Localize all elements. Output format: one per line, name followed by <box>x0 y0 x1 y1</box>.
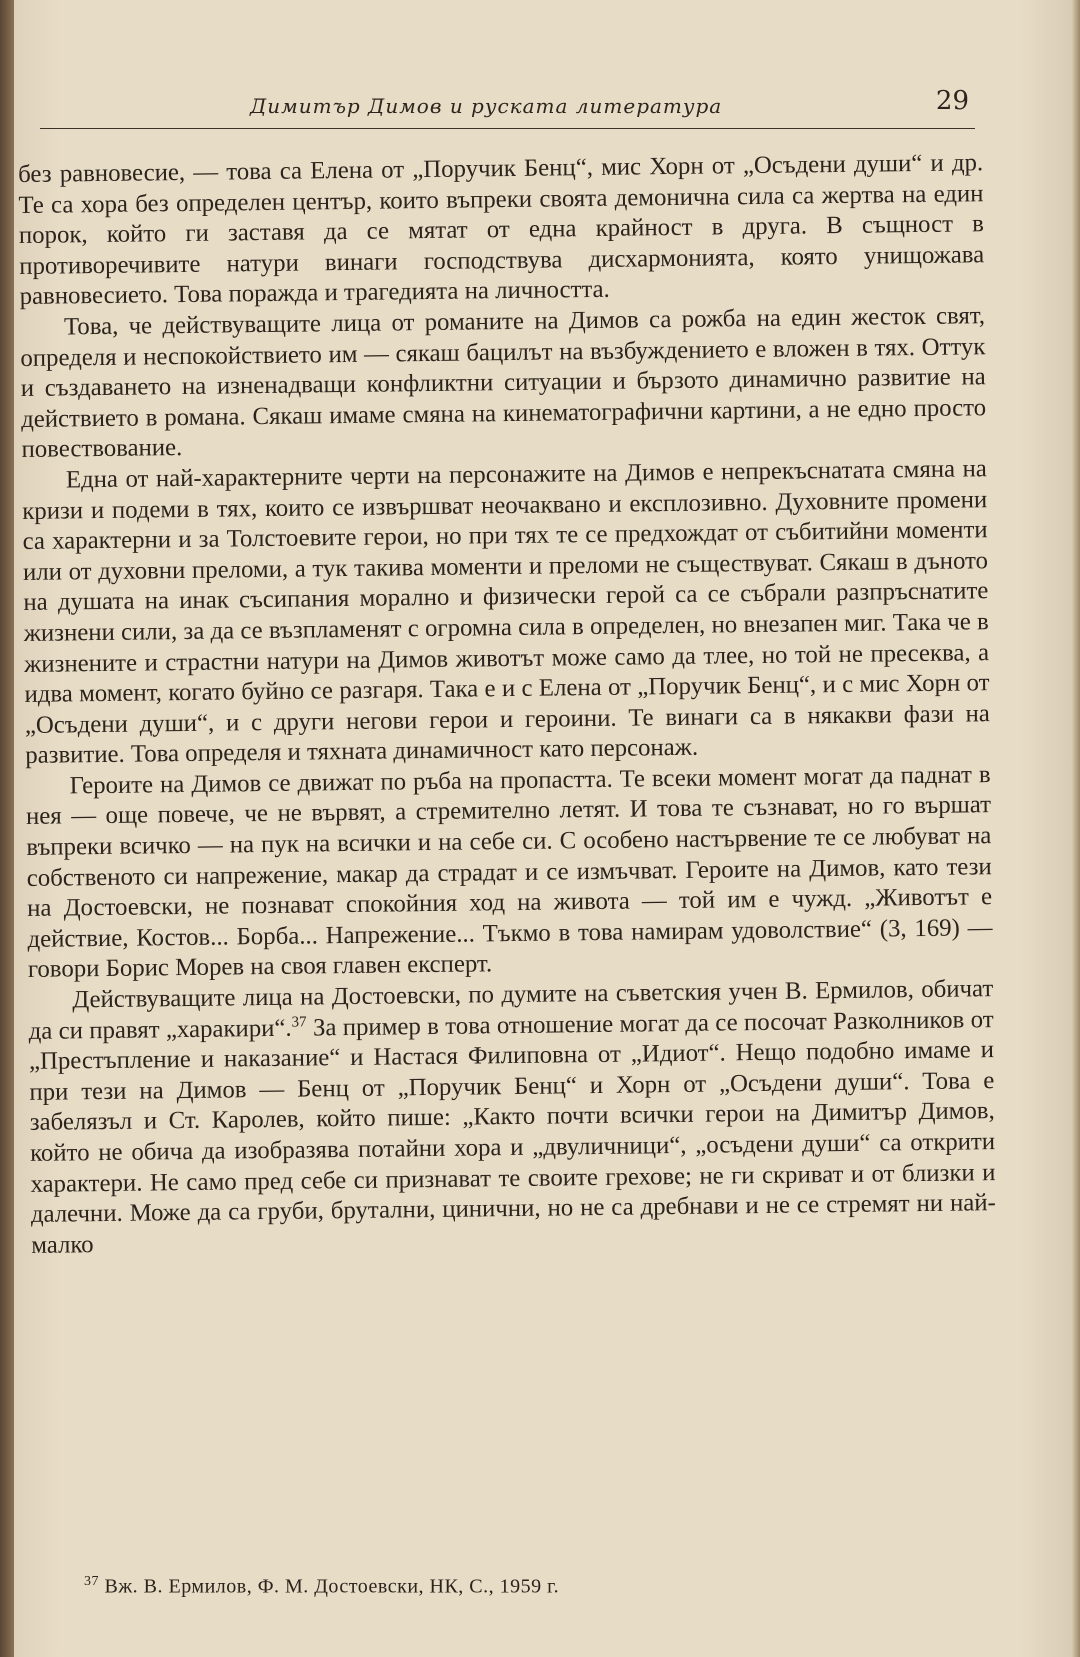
page-header <box>40 88 975 129</box>
footnote-text: Вж. В. Ермилов, Ф. М. Достоевски, НК, С., 1959 г. <box>104 1575 560 1598</box>
footnote-marker: 37 <box>84 1574 99 1589</box>
page-number: 29 <box>935 86 969 116</box>
footnote <box>84 1574 559 1599</box>
paragraph-5 <box>28 974 996 1261</box>
page-binding-edge <box>0 0 14 1657</box>
paragraph-3 <box>22 454 991 772</box>
paragraph-text: Действуващите лица на Достоевски, по думите на съветския учен В. Ермилов, обичат да си правят „харакири“. <box>28 975 994 1045</box>
page-right-edge <box>1072 0 1080 1657</box>
paragraph-4 <box>25 760 993 986</box>
footnote-reference: 37 <box>291 1013 307 1031</box>
paragraph-1 <box>18 148 985 313</box>
body-text <box>18 148 996 1261</box>
paragraph-2 <box>20 301 987 466</box>
paragraph-text: без равновесие, — това са Елена от „Поручик Бенц“, мис Хорн от „Осъдени души“ и др. Те са хора без определен център, които въпреки своята демонична сила са жертва на един порок, който ги заставя да се мятат от една крайност в друга. В същност в противоречивите натури винаги господствува дисхармонията, която унищожава равновесието. Това поражда и трагедията на личността. <box>18 149 985 311</box>
running-title: Димитър Димов и руската литература <box>250 94 723 118</box>
paragraph-text-continued: За пример в това отношение могат да се посочат Разколников от „Престъпление и наказание“ и Настася Филиповна от „Идиот“. Нещо подобно имаме и при тези на Димов — Бенц от „Поручик Бенц“ и Хорн от „Осъдени души“. Това е забелязъл и Ст. Каролев, който пише: „Както почти всички герои на Димитър Димов, който не обича да изобразява потайни хора и „двуличници“, „осъдени души“ са открити характери. Не само пред себе си признават те своите грехове; не ги скриват и от близки и далечни. Може да са груби, брутални, цинични, но не са дребнави и не се стремят ни най-малко <box>28 1005 996 1259</box>
paragraph-text: Героите на Димов се движат по ръба на пропастта. Те всеки момент могат да паднат в нея — още повече, че не вървят, а стремително летят. И това те съзнават, но го вършат въпреки всичко — на пук на всички и на себе си. С особено настървение те се любуват на собственото си напрежение, макар да страдат и се измъчват. Героите на Димов, като тези на Достоевски, не познават спокойния ход на живота — той им е чужд. „Животът е действие, Костов... Борба... Напрежение... Тъкмо в това намирам удоволствие“ (3, 169) — говори Борис Морев на своя главен експерт. <box>25 761 993 984</box>
paragraph-text: Една от най-характерните черти на персонажите на Димов е непрекъснатата смяна на кризи и подеми в тях, които се извършват неочаквано и експлозивно. Духовните промени са характерни и за Толстоевите герои, но при тях те се предхождат от събитийни моменти или от духовни преломи, а тук такива моменти и преломи не съществуват. Сякаш в дъното на душата на инак съсипания морално и физически герой са се събрали разпръснатите жизнени сили, за да се възпламенят с огромна сила в определен, но внезапен миг. Така че в жизнените и страстни натури на Димов животът може само да тлее, но той не пресеква, а идва момент, когато буйно се разгаря. Така е и с Елена от „Поручик Бенц“, и с мис Хорн от „Осъдени души“, и с други негови герои и героини. Те винаги са в някакви фази на развитие. Това определя и тяхната динамичност като персонаж. <box>22 455 990 770</box>
paragraph-text: Това, че действуващите лица от романите на Димов са рожба на един жесток свят, определя и неспокойствието им — сякаш бацилът на възбуждението е вложен в тях. Оттук и създаването на изненадващи конфликтни ситуации и бързото динамично развитие на действието в романа. Сякаш имаме смяна на кинематографични картини, а не едно просто повествование. <box>20 302 987 464</box>
